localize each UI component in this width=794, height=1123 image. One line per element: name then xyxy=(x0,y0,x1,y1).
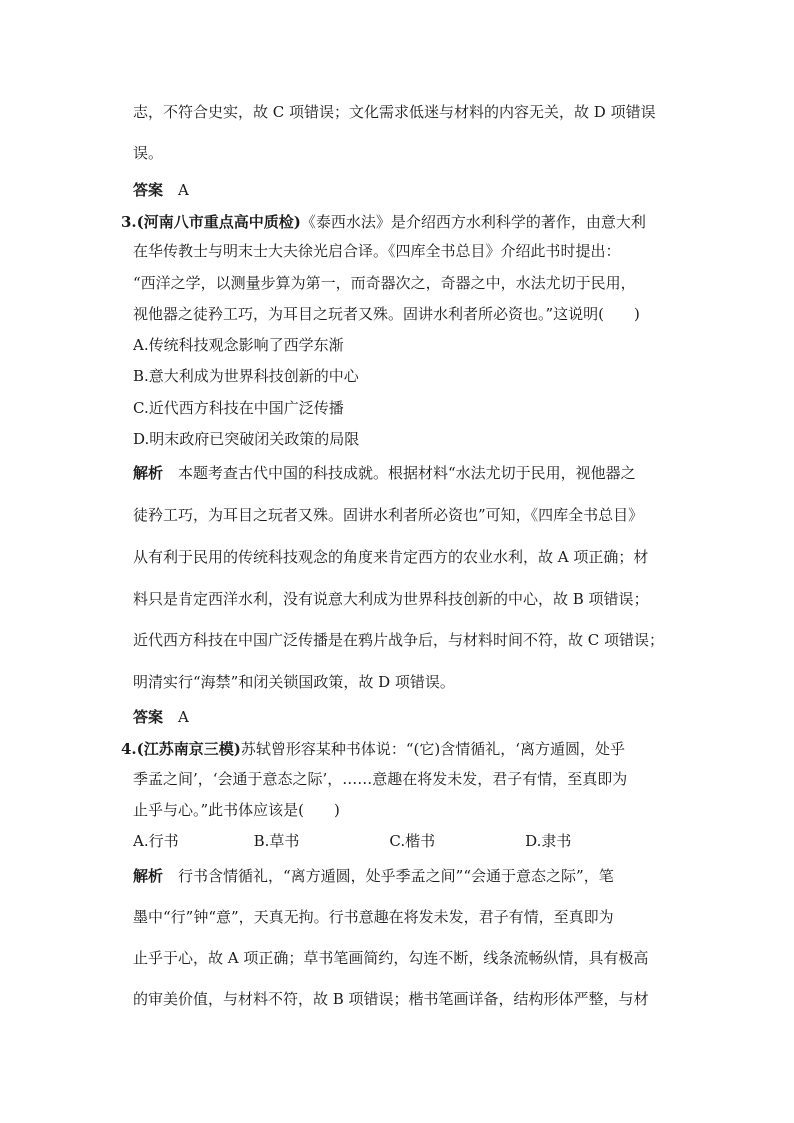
option-c: C.近代西方科技在中国广泛传播 xyxy=(133,399,344,417)
text-line: 误。 xyxy=(133,144,164,162)
text-line: 志，不符合史实，故 C 项错误；文化需求低迷与材料的内容无关，故 D 项错误 xyxy=(133,103,656,121)
text-line: 近代西方科技在中国广泛传播是在鸦片战争后，与材料时间不符，故 C 项错误； xyxy=(133,631,665,649)
text-line: 季孟之间’，‘会通于意态之际’，……意趣在将发未发，君子有情，至真即为 xyxy=(133,770,628,788)
answer-line: 答案 A xyxy=(133,181,189,199)
text-line: 墨中“行”钟“意”，天真无拘。行书意趣在将发未发，君子有情，至真即为 xyxy=(133,908,614,926)
text-line: 料只是肯定西洋水利，没有说意大利成为世界科技创新的中心，故 B 项错误； xyxy=(133,590,649,608)
option-d: D.明末政府已突破闭关政策的局限 xyxy=(133,430,360,448)
text-line: 在华传教士与明末士大夫徐光启合译。《四库全书总目》介绍此书时提出： xyxy=(133,242,621,260)
text-line: 徒矜工巧，为耳目之玩者又殊。固讲水利者所必资也”可知，《四库全书总目》 xyxy=(133,506,644,524)
text-line: 的审美价值，与材料不符，故 B 项错误；楷书笔画详备，结构形体严整，与材 xyxy=(133,990,649,1008)
text-line: 视他器之徒矜工巧，为耳目之玩者又殊。固讲水利者所必资也。”这说明( ) xyxy=(133,305,640,323)
option-a: A.传统科技观念影响了西学东渐 xyxy=(133,336,344,354)
text-line: 明清实行“海禁”和闭关锁国政策，故 D 项错误。 xyxy=(133,673,455,691)
question-3-line: 3.(河南八市重点高中质检)《泰西水法》是介绍西方水利科学的著作，由意大利 xyxy=(121,213,646,231)
text-line: “西洋之学，以测量步算为第一，而奇器次之，奇器之中，水法尤切于民用， xyxy=(133,274,636,292)
options-row: A.行书 B.草书 C.楷书 D.隶书 xyxy=(133,832,572,850)
text-line: 止乎与心。”此书体应该是( ) xyxy=(133,801,340,819)
text-line: 从有利于民用的传统科技观念的角度来肯定西方的农业水利，故 A 项正确；材 xyxy=(133,548,649,566)
option-b: B.意大利成为世界科技创新的中心 xyxy=(133,367,359,385)
analysis-line: 解析 行书含情循礼，“离方遁圆，处乎季孟之间”“会通于意态之际”，笔 xyxy=(133,867,614,885)
answer-line: 答案 A xyxy=(133,708,189,726)
question-4-line: 4.(江苏南京三模)苏轼曾形容某种书体说：“(它)含情循礼，‘离方遁圆，处乎 xyxy=(121,740,626,758)
text-line: 止乎于心，故 A 项正确；草书笔画简约，勾连不断，线条流畅纵情，具有极高 xyxy=(133,949,649,967)
analysis-line: 解析 本题考查古代中国的科技成就。根据材料“水法尤切于民用，视他器之 xyxy=(133,464,636,482)
